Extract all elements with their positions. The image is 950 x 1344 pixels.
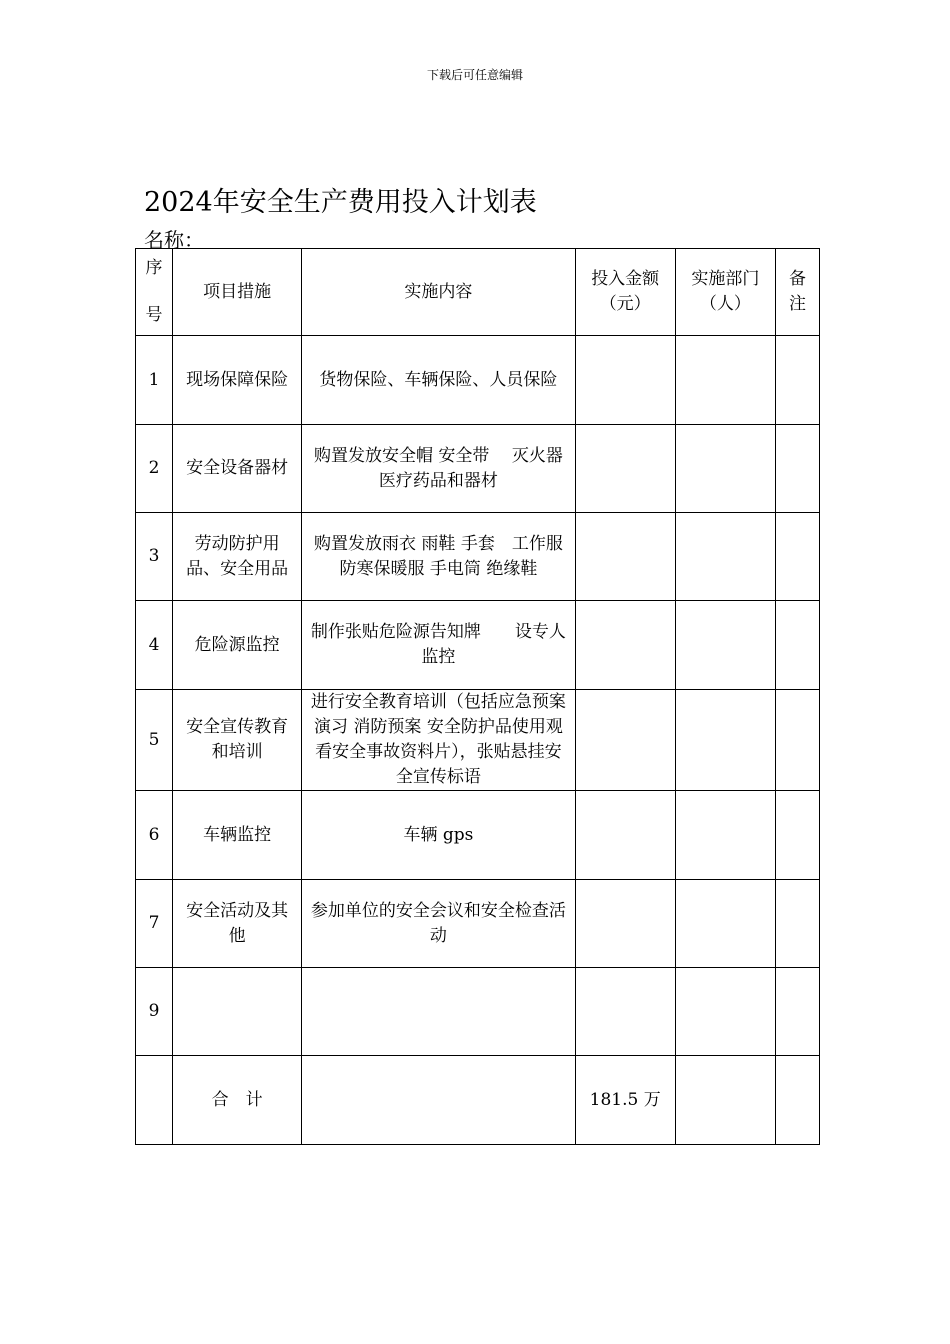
table-row bbox=[136, 601, 820, 690]
cell-amount bbox=[575, 880, 675, 968]
cell-seq bbox=[136, 1056, 173, 1145]
table-row bbox=[136, 690, 820, 791]
cell-amount bbox=[575, 601, 675, 690]
cell-dept bbox=[675, 968, 775, 1056]
header-item: 项目措施 bbox=[173, 249, 302, 336]
header-note: 下载后可任意编辑 bbox=[426, 68, 523, 82]
cell-amount bbox=[575, 690, 675, 791]
plan-table bbox=[135, 248, 820, 1145]
cell-dept bbox=[675, 601, 775, 690]
table-row bbox=[136, 425, 820, 513]
cell-amount bbox=[575, 513, 675, 601]
cell-item: 安全设备器材 bbox=[173, 425, 302, 513]
cell-remark bbox=[775, 425, 819, 513]
cell-content: 车辆 gps bbox=[302, 791, 575, 880]
cell-item: 现场保障保险 bbox=[173, 336, 302, 425]
cell-content: 参加单位的安全会议和安全检查活动 bbox=[302, 880, 575, 968]
cell-amount: 181.5 万 bbox=[575, 1056, 675, 1145]
cell-seq: 3 bbox=[136, 513, 173, 601]
header-amount: 投入金额（元） bbox=[575, 249, 675, 336]
cell-item: 合 计 bbox=[173, 1056, 302, 1145]
cell-content: 制作张贴危险源告知牌 设专人监控 bbox=[302, 601, 575, 690]
cell-seq: 4 bbox=[136, 601, 173, 690]
cell-item bbox=[173, 968, 302, 1056]
name-label: 名称： bbox=[144, 228, 204, 252]
table-row bbox=[136, 968, 820, 1056]
cell-dept bbox=[675, 336, 775, 425]
table-header-row bbox=[136, 249, 820, 336]
cell-content: 购置发放安全帽 安全带 灭火器 医疗药品和器材 bbox=[302, 425, 575, 513]
table-row bbox=[136, 336, 820, 425]
cell-remark bbox=[775, 601, 819, 690]
cell-seq: 5 bbox=[136, 690, 173, 791]
cell-dept bbox=[675, 1056, 775, 1145]
cell-remark bbox=[775, 690, 819, 791]
table-row bbox=[136, 880, 820, 968]
cell-content: 货物保险、车辆保险、人员保险 bbox=[302, 336, 575, 425]
cell-content: 进行安全教育培训（包括应急预案演习 消防预案 安全防护品使用观看安全事故资料片），张贴悬挂安全宣传标语 bbox=[302, 690, 575, 791]
cell-seq: 9 bbox=[136, 968, 173, 1056]
cell-content: 购置发放雨衣 雨鞋 手套 工作服 防寒保暖服 手电筒 绝缘鞋 bbox=[302, 513, 575, 601]
cell-amount bbox=[575, 791, 675, 880]
cell-dept bbox=[675, 690, 775, 791]
table-total-row bbox=[136, 1056, 820, 1145]
cell-remark bbox=[775, 336, 819, 425]
table-row bbox=[136, 791, 820, 880]
cell-seq: 1 bbox=[136, 336, 173, 425]
cell-item: 安全活动及其他 bbox=[173, 880, 302, 968]
header-seq-top: 序 bbox=[145, 258, 163, 278]
cell-content bbox=[302, 1056, 575, 1145]
header-seq bbox=[136, 249, 173, 336]
cell-amount bbox=[575, 425, 675, 513]
document-title: 2024年安全生产费用投入计划表 bbox=[144, 187, 537, 218]
cell-amount bbox=[575, 968, 675, 1056]
cell-remark bbox=[775, 791, 819, 880]
cell-item: 安全宣传教育和培训 bbox=[173, 690, 302, 791]
cell-dept bbox=[675, 425, 775, 513]
cell-content bbox=[302, 968, 575, 1056]
cell-item: 车辆监控 bbox=[173, 791, 302, 880]
cell-item: 劳动防护用品、安全用品 bbox=[173, 513, 302, 601]
header-remark: 备注 bbox=[775, 249, 819, 336]
cell-dept bbox=[675, 513, 775, 601]
header-content: 实施内容 bbox=[302, 249, 575, 336]
cell-seq: 7 bbox=[136, 880, 173, 968]
header-dept: 实施部门（人） bbox=[675, 249, 775, 336]
cell-amount bbox=[575, 336, 675, 425]
cell-remark bbox=[775, 1056, 819, 1145]
header-seq-bottom: 号 bbox=[145, 305, 163, 325]
cell-remark bbox=[775, 968, 819, 1056]
cell-seq: 6 bbox=[136, 791, 173, 880]
cell-seq: 2 bbox=[136, 425, 173, 513]
cell-remark bbox=[775, 880, 819, 968]
cell-dept bbox=[675, 880, 775, 968]
cell-remark bbox=[775, 513, 819, 601]
cell-item: 危险源监控 bbox=[173, 601, 302, 690]
table-row bbox=[136, 513, 820, 601]
cell-dept bbox=[675, 791, 775, 880]
